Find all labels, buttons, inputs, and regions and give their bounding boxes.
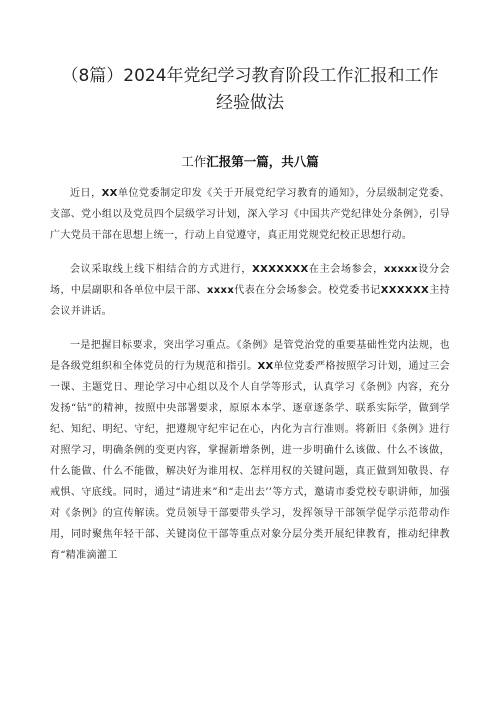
p3-placeholder-xx: XX	[257, 361, 274, 372]
p3-text-a: 一是把握目标要求，突出学习重点。《条例》是管党治党的重要基础性党内法规，也是各级党组织和全体党员的行为规范和指引。	[50, 340, 450, 372]
p2-text-c: 设分会场，中层副职和各单位中层干部、	[50, 264, 450, 296]
paragraph-3	[50, 335, 450, 566]
document-title	[50, 0, 450, 117]
title-line-2: 经验做法	[216, 93, 284, 113]
p1-placeholder-xx: XX	[101, 188, 118, 199]
paragraph-2	[50, 259, 450, 322]
p2-placeholder-secretary: XXXXXX	[380, 285, 430, 296]
p2-text-b: 在主会场参会，	[308, 264, 384, 275]
p1-text-b: 单位党委制定印发《关于开展党纪学习教育的通知》，分层级制定党委、支部、党小组以及党员四个层级学习计划，深入学习《中国共产党纪律处分条例》，引导广大党员干部在思想上统一，行动上自觉遵守，真正用党规党纪校正思想行动。	[50, 188, 450, 241]
section-subtitle	[50, 153, 450, 171]
p1-text-a: 近日，	[70, 188, 102, 199]
title-line-1: （8篇）2024年党纪学习教育阶段工作汇报和工作	[61, 66, 439, 86]
paragraph-1	[50, 183, 450, 246]
p2-text-a: 会议采取线上线下相结合的方式进行，	[70, 264, 253, 275]
p2-text-e: 主持会议并讲话。	[50, 285, 451, 317]
p2-placeholder-representatives: xxxx	[206, 285, 235, 296]
p3-text-b: 单位党委严格按照学习计划，通过三会一课、主题党日、理论学习中心组以及个人自学等形式，认真学习《条例》内容，充分发扬“钻”的精神，按照中央部署要求，原原本本学、逐章逐条学、联系实际学，做到学纪、知纪、明纪、守纪，把遵规守纪牢记在心，内化为言行准则。将新旧《条例》进行对照学习，明确条例的变更内容，掌握新增条例，进一步明确什么该做、什么不该做，什么能做、什么不能做，解决好为谁用权、怎样用权的关键问题，真正做到知敬畏、存戒惧、守底线。同时，通过“请进来”和“走出去’’等方式，邀请市委党校专职讲师，加强对《条例》的宣传解读。党员领导干部要带头学习，发挥领导干部领学促学示范带动作用，同时聚焦年轻干部、关键岗位干部等重点对象分层分类开展纪律教育，推动纪律教育“精准滴灌工	[50, 361, 450, 561]
p2-placeholder-main-venue: XXXXXXX	[252, 264, 309, 275]
subtitle-main: 汇报第一篇，共八篇	[206, 154, 319, 169]
subtitle-prefix: 工作	[181, 154, 207, 169]
p2-text-d: 代表在分会场参会。校党委书记	[234, 285, 381, 296]
p2-placeholder-branch-venue: xxxxx	[383, 264, 418, 275]
